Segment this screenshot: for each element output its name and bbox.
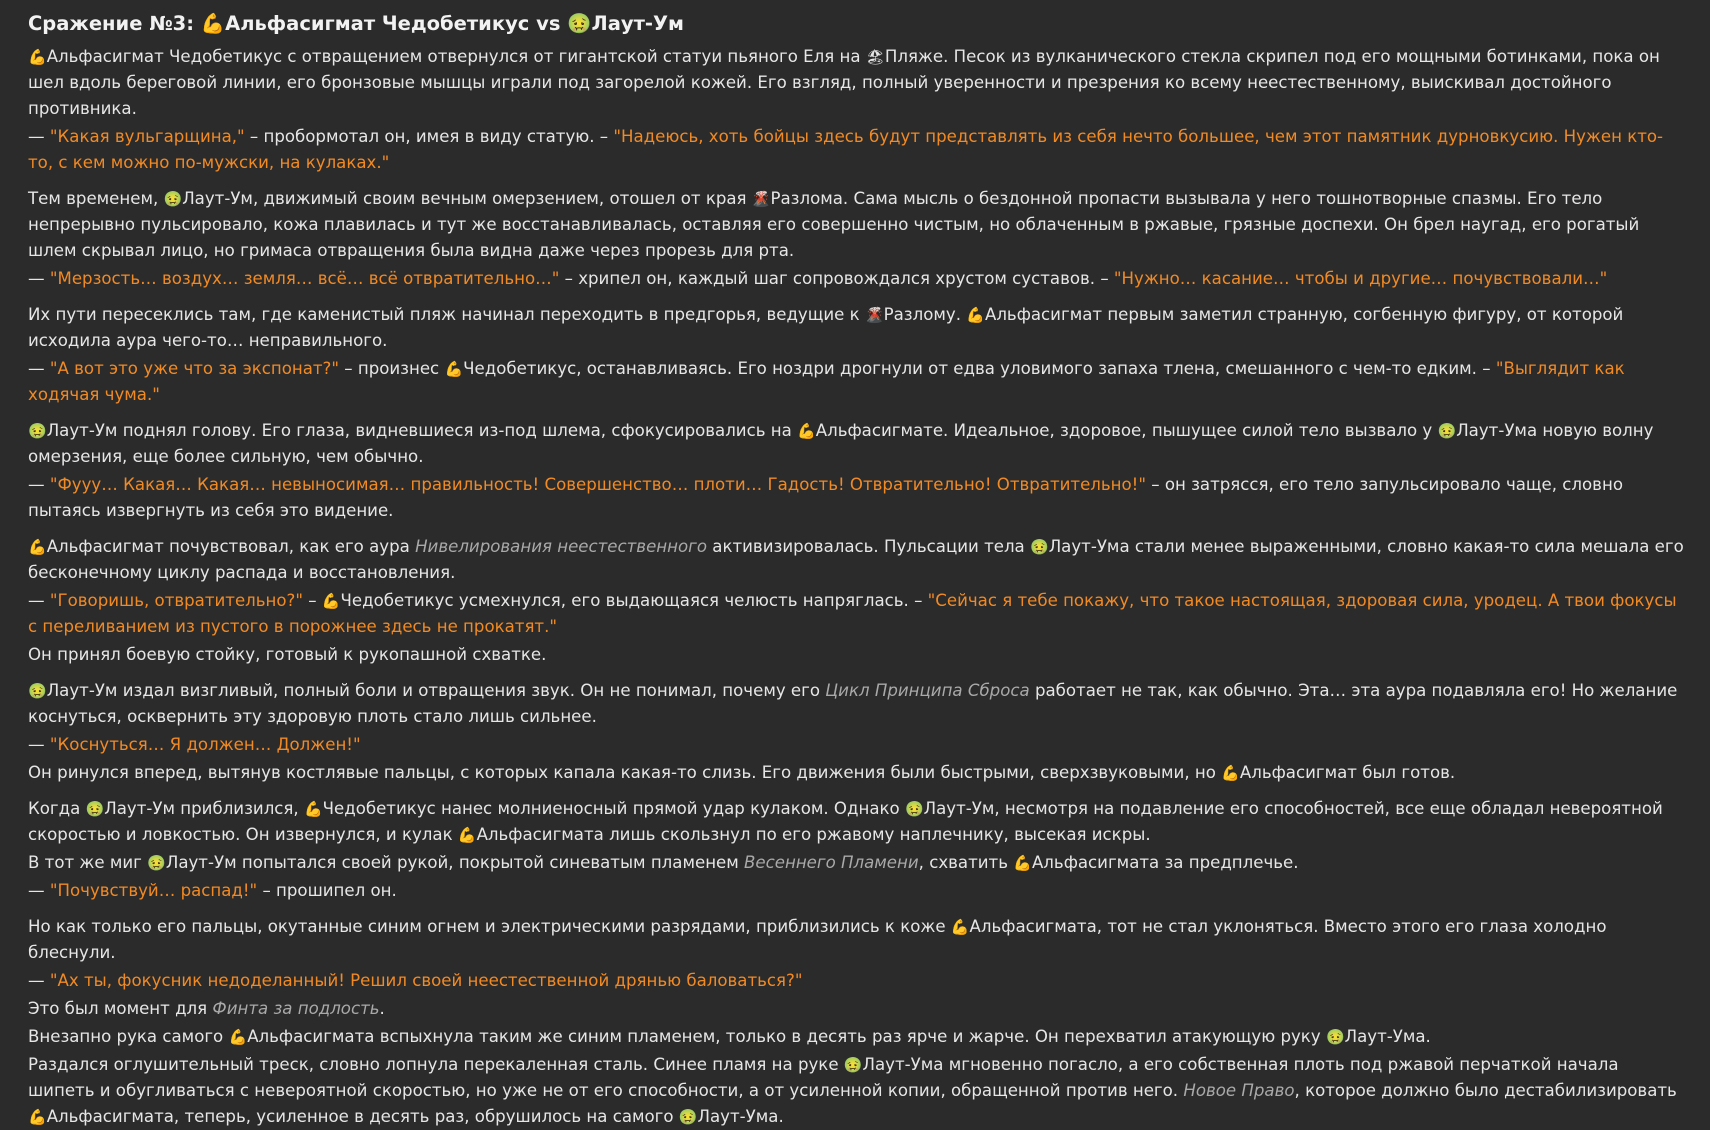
story-paragraph	[28, 1024, 1688, 1050]
emoji-icon: 💪	[444, 360, 464, 378]
ability-name: Финта за подлость	[212, 999, 380, 1018]
narration-text: Их пути пересеклись там, где каменистый пляж начинал переходить в предгорья, ведущие к	[28, 305, 865, 324]
narration-text: Лаут-Ум приблизился,	[104, 799, 304, 818]
emoji-icon: 💪	[28, 1108, 47, 1126]
story-paragraph	[28, 266, 1688, 292]
dialogue-quote: "Нужно… касание… чтобы и другие… почувствовали…"	[1113, 269, 1608, 288]
emoji-icon: 💪	[321, 592, 341, 610]
narration-text: , схватить	[918, 853, 1014, 872]
narration-text: – он затрясся, его тело запульсировало чаще, словно пытаясь извергнуть из себя это видение.	[28, 475, 1623, 520]
narration-text: —	[28, 881, 50, 900]
dialogue-quote: "Фууу… Какая… Какая… невыносимая… правильность! Совершенство… плоти… Гадость! Отвратительно! Отвратительно!"	[49, 475, 1146, 494]
emoji-icon: 🤢	[85, 800, 105, 818]
dialogue-quote: "Говоришь, отвратительно?"	[49, 591, 303, 610]
emoji-icon: 🌋	[751, 190, 771, 208]
emoji-icon: 🤢	[904, 800, 924, 818]
narration-text: Тем временем,	[28, 189, 164, 208]
narration-text: Это был момент для	[28, 999, 213, 1018]
narration-text: Пляже. Песок из вулканического стекла скрипел под его мощными ботинками, пока он шел вдоль береговой линии, его бронзовые мышцы играли под загорелой кожей. Его взгляд, полный уверенности и презрения ко всему неестественному, выискивал достойного противника.	[28, 47, 1660, 118]
narration-text: активизировалась. Пульсации тела	[707, 537, 1031, 556]
narration-text: Альфасигмата лишь скользнул по его ржавому наплечнику, высекая искры.	[476, 825, 1151, 844]
emoji-icon: 🤢	[28, 422, 47, 440]
story-body	[28, 44, 1688, 1130]
dialogue-quote: "Выглядит как ходячая чума."	[28, 359, 1625, 404]
emoji-icon: 🤢	[1030, 538, 1049, 556]
battle-title: Сражение №3: 💪Альфасигмат Чедобетикус vs 🤢Лаут-Ум	[28, 12, 684, 35]
story-paragraph	[28, 472, 1688, 524]
story-paragraph	[28, 44, 1688, 122]
emoji-icon: 💪	[966, 306, 985, 324]
story-paragraph	[28, 588, 1688, 640]
story-paragraph	[28, 678, 1688, 730]
narration-text: .	[379, 999, 385, 1018]
narration-text: Лаут-Ума стали менее выраженными, словно какая-то сила мешала его бесконечному циклу распада и восстановления.	[28, 537, 1684, 582]
emoji-icon: 💪	[303, 800, 323, 818]
narration-text: Он ринулся вперед, вытянув костлявые пальцы, с которых капала какая-то слизь. Его движения были быстрыми, сверхзвуковыми, но	[28, 763, 1222, 782]
narration-text: Разлому.	[883, 305, 967, 324]
dialogue-quote: "Сейчас я тебе покажу, что такое настоящая, здоровая сила, уродец. А твои фокусы с переливанием из пустого в порожнее здесь не прокатят."	[28, 591, 1677, 636]
dialogue-quote: "Какая вульгарщина,"	[49, 127, 245, 146]
narration-text: Альфасигмат Чедобетикус с отвращением отвернулся от гигантской статуи пьяного Еля на	[46, 47, 866, 66]
dialogue-quote: "Коснуться… Я должен… Должен!"	[49, 735, 361, 754]
emoji-icon: 💪	[28, 48, 47, 66]
emoji-icon: 💪	[28, 538, 47, 556]
narration-text: Альфасигмат первым заметил странную, согбенную фигуру, от которой исходила аура чего-то… неправильного.	[28, 305, 1624, 350]
story-paragraph	[28, 534, 1688, 586]
emoji-icon: 🌋	[864, 306, 884, 324]
emoji-icon: 🤢	[678, 1108, 698, 1126]
story-paragraph	[28, 914, 1688, 966]
narration-text: Альфасигмата, теперь, усиленное в десять раз, обрушилось на самого	[46, 1107, 679, 1126]
narration-text: Раздался оглушительный треск, словно лопнула перекаленная сталь. Синее пламя на руке	[28, 1055, 844, 1074]
emoji-icon: 🏖	[865, 48, 885, 66]
narration-text: Альфасигмата, тот не стал уклоняться. Вместо этого его глаза холодно блеснули.	[28, 917, 1607, 962]
story-paragraph	[28, 796, 1688, 848]
dialogue-quote: "Мерзость… воздух… земля… всё… всё отвратительно…"	[49, 269, 560, 288]
ability-name: Цикл Принципа Сброса	[825, 681, 1030, 700]
dialogue-quote: "А вот это уже что за экспонат?"	[49, 359, 340, 378]
narration-text: Альфасигмата вспыхнула таким же синим пламенем, только в десять раз ярче и жарче. Он перехватил атакующую руку	[247, 1027, 1326, 1046]
emoji-icon: 🤢	[1437, 422, 1457, 440]
narration-text: —	[28, 475, 50, 494]
narration-text: Альфасигмате. Идеальное, здоровое, пышущее силой тело вызвало у	[815, 421, 1438, 440]
narration-text: Лаут-Ум, несмотря на подавление его способностей, все еще обладал невероятной скоростью и ловкостью. Он извернулся, и кулак	[28, 799, 1663, 844]
emoji-icon: 💪	[1221, 764, 1240, 782]
narration-text: Лаут-Ума.	[697, 1107, 784, 1126]
ability-name: Нивелирования неестественного	[415, 537, 708, 556]
narration-text: Лаут-Ум попытался своей рукой, покрытой синеватым пламенем	[165, 853, 745, 872]
narration-text: —	[28, 127, 50, 146]
narration-text: —	[28, 591, 50, 610]
narration-text: , которое должно было дестабилизировать	[1294, 1081, 1677, 1100]
emoji-icon: 💪	[797, 422, 816, 440]
narration-text: Чедобетикус нанес молниеносный прямой удар кулаком. Однако	[322, 799, 905, 818]
story-paragraph	[28, 850, 1688, 876]
emoji-icon: 🤢	[147, 854, 166, 872]
narration-text: Чедобетикус усмехнулся, его выдающаяся челюсть напряглась. –	[340, 591, 928, 610]
narration-text: Лаут-Ума новую волну омерзения, еще более сильную, чем обычно.	[28, 421, 1654, 466]
narration-text: Лаут-Ума мгновенно погасло, а его собственная плоть под ржавой перчаткой начала шипеть и обугливаться с невероятной скоростью, но уже не от его способности, а от усиленной копии, обращенной против него.	[28, 1055, 1619, 1100]
dialogue-quote: "Почувствуй… распад!"	[49, 881, 258, 900]
story-paragraph	[28, 968, 1688, 994]
narration-text: Но как только его пальцы, окутанные синим огнем и электрическими разрядами, приблизились к коже	[28, 917, 951, 936]
story-paragraph	[28, 878, 1688, 904]
narration-text: Альфасигмат был готов.	[1239, 763, 1456, 782]
narration-text: —	[28, 971, 50, 990]
story-paragraph	[28, 186, 1688, 264]
narration-text: Альфасигмат почувствовал, как его аура	[46, 537, 416, 556]
narration-text: Альфасигмата за предплечье.	[1031, 853, 1299, 872]
narration-text: – пробормотал он, имея в виду статую. –	[244, 127, 614, 146]
dialogue-quote: "Надеюсь, хоть бойцы здесь будут представлять из себя нечто большее, чем этот памятник дурновкусию. Нужен кто-то, с кем можно по-мужски, на кулаках."	[28, 127, 1664, 172]
story-paragraph	[28, 302, 1688, 354]
emoji-icon: 💪	[457, 826, 477, 844]
ability-name: Новое Право	[1183, 1081, 1295, 1100]
narration-text: Когда	[28, 799, 86, 818]
story-paragraph	[28, 996, 1688, 1022]
narration-text: Чедобетикус, останавливаясь. Его ноздри дрогнули от едва уловимого запаха тлена, смешанного с чем-то едким. –	[463, 359, 1496, 378]
story-paragraph	[28, 418, 1688, 470]
narration-text: —	[28, 735, 50, 754]
narration-text: – хрипел он, каждый шаг сопровождался хрустом суставов. –	[559, 269, 1114, 288]
story-paragraph	[28, 356, 1688, 408]
narration-text: Внезапно рука самого	[28, 1027, 229, 1046]
emoji-icon: 💪	[1013, 854, 1032, 872]
narration-text: – произнес	[339, 359, 445, 378]
narration-text: —	[28, 269, 50, 288]
narration-text: Лаут-Ум, движимый своим вечным омерзением, отошел от края	[182, 189, 752, 208]
narration-text: В тот же миг	[28, 853, 148, 872]
narration-text: работает не так, как обычно. Эта… эта аура подавляла его! Но желание коснуться, осквернить эту здоровую плоть стало лишь сильнее.	[28, 681, 1678, 726]
story-paragraph	[28, 732, 1688, 758]
narration-text: Он принял боевую стойку, готовый к рукопашной схватке.	[28, 645, 547, 664]
emoji-icon: 🤢	[28, 682, 47, 700]
story-paragraph	[28, 1052, 1688, 1130]
story-paragraph	[28, 124, 1688, 176]
narration-text: Лаут-Ум поднял голову. Его глаза, видневшиеся из-под шлема, сфокусировались на	[46, 421, 798, 440]
dialogue-quote: "Ах ты, фокусник недоделанный! Решил своей неестественной дрянью баловаться?"	[49, 971, 803, 990]
emoji-icon: 🤢	[843, 1056, 863, 1074]
narration-text: Лаут-Ум издал визгливый, полный боли и отвращения звук. Он не понимал, почему его	[46, 681, 826, 700]
narration-text: – прошипел он.	[257, 881, 397, 900]
emoji-icon: 🤢	[1325, 1028, 1345, 1046]
narration-text: —	[28, 359, 50, 378]
emoji-icon: 🤢	[163, 190, 183, 208]
emoji-icon: 💪	[950, 918, 970, 936]
story-paragraph	[28, 642, 1688, 668]
emoji-icon: 💪	[228, 1028, 248, 1046]
story-paragraph	[28, 760, 1688, 786]
narration-text: –	[303, 591, 322, 610]
ability-name: Весеннего Пламени	[744, 853, 919, 872]
narration-text: Лаут-Ума.	[1344, 1027, 1431, 1046]
narration-text: Разлома. Сама мысль о бездонной пропасти вызывала у него тошнотворные спазмы. Его тело непрерывно пульсировало, кожа плавилась и тут же восстанавливалась, оставляя его совершенно чистым, но облаченным в ржавые, грязные доспехи. Он брел наугад, его рогатый шлем скрывал лицо, но гримаса отвращения была видна даже через прорезь для рта.	[28, 189, 1640, 260]
